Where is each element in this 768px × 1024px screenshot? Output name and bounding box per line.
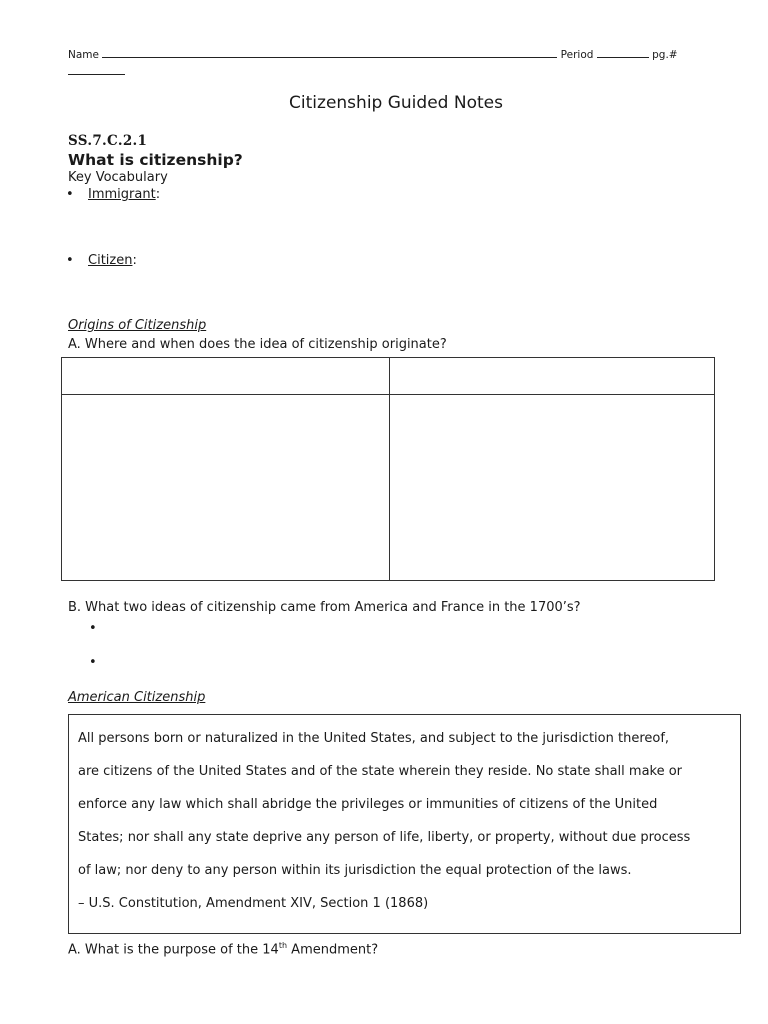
answer-bullet-2: • — [89, 655, 97, 670]
period-blank[interactable] — [597, 46, 649, 58]
name-label: Name — [68, 49, 99, 61]
bullet-icon: • — [66, 187, 74, 202]
answer-bullet-1: • — [89, 621, 97, 636]
page-title: Citizenship Guided Notes — [289, 93, 503, 113]
vocab-term: Citizen — [88, 253, 133, 268]
quote-line: All persons born or naturalized in the United States, and subject to the jurisdiction thereof, — [78, 731, 670, 746]
table-cell-body-right[interactable] — [390, 395, 715, 581]
origins-question-a: A. Where and when does the idea of citizenship originate? — [68, 337, 447, 352]
header-line — [68, 46, 708, 61]
quote-line: States; nor shall any state deprive any person of life, liberty, or property, without due process — [78, 830, 691, 845]
quote-line: are citizens of the United States and of the state wherein they reside. No state shall make or — [78, 764, 683, 779]
amendment-quote-box — [68, 714, 741, 934]
origins-heading: Origins of Citizenship — [68, 318, 207, 333]
page-number-blank[interactable] — [68, 62, 125, 75]
period-label: Period — [560, 49, 594, 61]
name-blank[interactable] — [102, 46, 557, 58]
standard-code: SS.7.C.2.1 — [68, 133, 148, 149]
bullet-icon: • — [66, 253, 74, 268]
quote-citation: – U.S. Constitution, Amendment XIV, Section 1 (1868) — [78, 896, 429, 911]
page-label: pg.# — [652, 49, 678, 61]
table-cell-header-right[interactable] — [390, 358, 715, 394]
american-question-a: A. What is the purpose of the 14th Amendment? — [68, 941, 379, 958]
vocab-item-immigrant: • Immigrant: — [66, 187, 161, 202]
table-cell-header-left[interactable] — [62, 358, 389, 394]
vocab-item-citizen: • Citizen: — [66, 253, 137, 268]
quote-line: enforce any law which shall abridge the privileges or immunities of citizens of the United — [78, 797, 658, 812]
quote-line: of law; nor deny to any person within its jurisdiction the equal protection of the laws. — [78, 863, 632, 878]
table-cell-body-left[interactable] — [62, 395, 389, 581]
origins-question-b: B. What two ideas of citizenship came from America and France in the 1700’s? — [68, 600, 581, 615]
main-question: What is citizenship? — [68, 151, 243, 169]
vocab-term: Immigrant — [88, 187, 156, 202]
american-heading: American Citizenship — [68, 690, 206, 705]
answer-table — [61, 357, 715, 581]
key-vocabulary-label: Key Vocabulary — [68, 170, 168, 185]
